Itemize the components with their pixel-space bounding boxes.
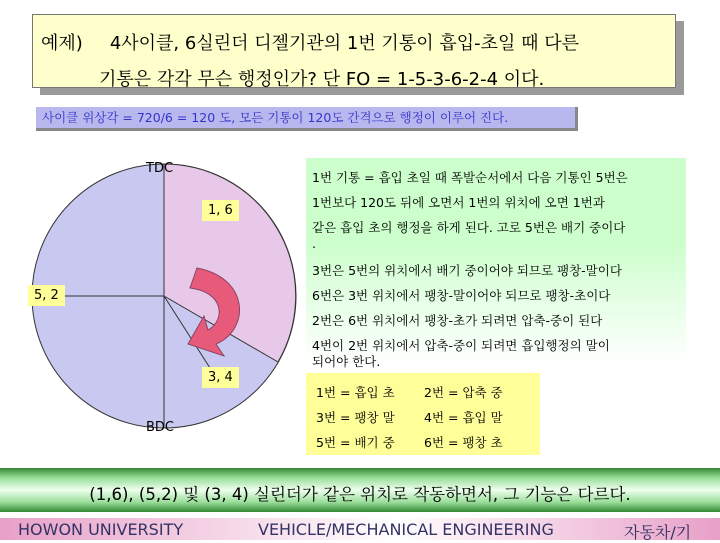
note-line: .: [312, 236, 316, 251]
note-line: 되어야 한다.: [312, 354, 381, 369]
cylinder-label-1-6: 1, 6: [202, 200, 239, 221]
legend-cell: 1번 = 흡입 초: [316, 385, 395, 400]
note-line: 3번은 5번의 위치에서 배기 중이어야 되므로 팽창-말이다: [312, 263, 622, 278]
phase-angle-banner: 사이클 위상각 = 720/6 = 120 도, 모든 기통이 120도 간격으로 행정이 이루어 진다.: [36, 107, 578, 131]
legend-cell: 3번 = 팽창 말: [316, 410, 395, 425]
footer-department: VEHICLE/MECHANICAL ENGINEERING: [258, 520, 554, 539]
title-prefix: 예제): [41, 33, 83, 54]
note-line: 같은 흡입 초의 행정을 하게 된다. 고로 5번은 배기 중이다: [312, 220, 626, 235]
note-line: 4번이 2번 위치에서 압축-중이 되려면 흡입행정의 말이: [312, 338, 610, 353]
note-line: 2번은 6번 위치에서 팽창-초가 되려면 압축-중이 된다: [312, 313, 603, 328]
tdc-label: TDC: [146, 161, 174, 176]
legend-cell: 6번 = 팽창 초: [424, 435, 503, 450]
footer-university: HOWON UNIVERSITY: [18, 520, 184, 539]
bdc-label: BDC: [146, 420, 175, 435]
legend-cell: 4번 = 흡입 말: [424, 410, 503, 425]
legend-cell: 2번 = 압축 중: [424, 385, 503, 400]
conclusion-text: (1,6), (5,2) 및 (3, 4) 실린더가 같은 위치로 작동하면서, 그 기능은 다르다.: [89, 485, 631, 504]
cylinder-label-3-4: 3, 4: [202, 367, 239, 388]
footer-course: 자동차/기: [624, 523, 692, 542]
title-text-1: 4사이클, 6실린더 디젤기관의 1번 기통이 흡입-초일 때 다른: [109, 33, 579, 54]
cylinder-label-5-2: 5, 2: [28, 285, 65, 306]
title-line-2: 기통은 각각 무슨 행정인가? 단 FO = 1-5-3-6-2-4 이다.: [99, 69, 545, 90]
note-line: 1번보다 120도 뒤에 오면서 1번의 위치에 오면 1번과: [312, 195, 605, 210]
legend-cell: 5번 = 배기 중: [316, 435, 395, 450]
note-line: 1번 기통 = 흡입 초일 때 폭발순서에서 다음 기통인 5번은: [312, 170, 628, 185]
note-line: 6번은 3번 위치에서 팽창-말이어야 되므로 팽창-초이다: [312, 288, 611, 303]
